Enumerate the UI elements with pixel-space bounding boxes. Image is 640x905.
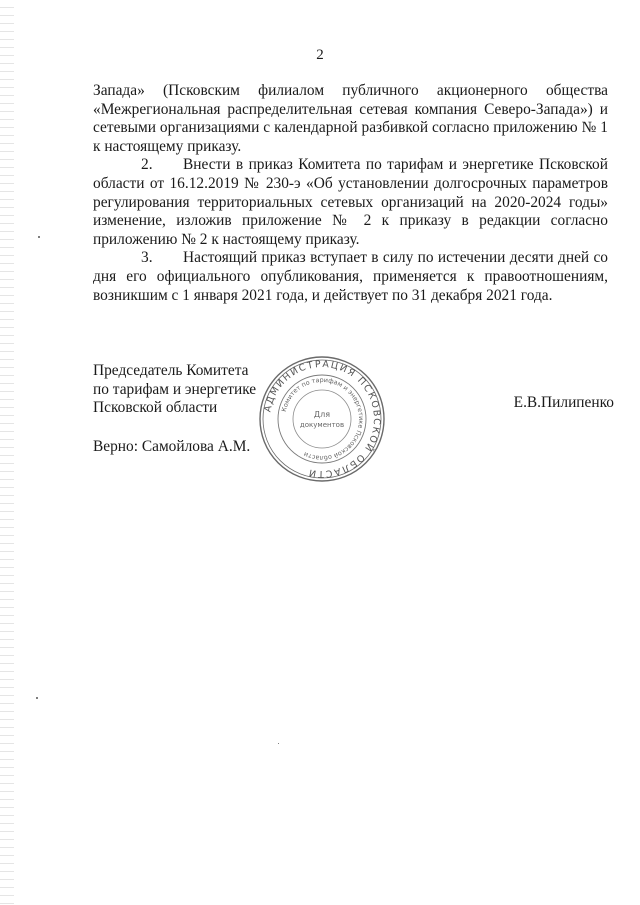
stamp-inner-text: Комитет по тарифам и энергетике Псковской области: [279, 375, 366, 463]
signature-block: [93, 362, 256, 456]
stamp-center-line-1: Для: [313, 410, 331, 419]
verification-note: Верно: Самойлова А.М.: [93, 437, 251, 455]
paragraph-3-text: Настоящий приказ вступает в силу по истечении десяти дней со дня его официального опубликования, применяется к правоотношениям, возникшим с 1 января 2021 года, и действует по 31 декабря 2021 года.: [93, 249, 608, 304]
signature-title-line-2: по тарифам и энергетике: [93, 380, 257, 398]
stamp-center-line-2: документов: [299, 421, 345, 429]
paragraph-2: [93, 156, 608, 249]
page-number: 2: [316, 47, 324, 63]
paragraph-3-number: 3.: [141, 249, 153, 267]
stamp-inner-ring: [293, 390, 351, 448]
paragraph-1-continued: «Межрегиональная распределительная сетевая компания Северо-Запада») и сетевыми организациями с календарной разбивкой согласно приложению № 1 к настоящему приказу.: [93, 100, 608, 155]
scan-speck: [278, 743, 279, 744]
scan-speck: [38, 236, 40, 238]
stamp-outer-ring: [260, 357, 384, 481]
paragraph-2-text: Внести в приказ Комитета по тарифам и энергетике Псковской области от 16.12.2019 № 230-э «Об установлении долгосрочных параметров регулирования территориальных сетевых организаций на 2020-2024 годы» изменение, изложив приложение № 2 к приказу в редакции согласно приложению № 2 к настоящему приказу.: [93, 156, 608, 248]
signer-name: Е.В.Пилипенко: [513, 394, 614, 411]
paragraph-3: [93, 249, 608, 305]
signature-title-line-3: Псковской области: [93, 399, 218, 417]
document-body: [93, 82, 608, 305]
signature-title-line-1: Председатель Комитета: [93, 362, 249, 379]
stamp-outer-text: АДМИНИСТРАЦИЯ ПСКОВСКОЙ ОБЛАСТИ: [262, 358, 383, 480]
paragraph-2-number: 2.: [141, 156, 153, 174]
paragraph-1-line-1: Запада» (Псковским филиалом публичного акционерного общества: [93, 82, 608, 99]
paragraph-1: [93, 82, 608, 101]
scan-speck: [36, 697, 38, 699]
stamp-middle-ring: [278, 375, 366, 463]
official-stamp: [258, 355, 386, 483]
scan-edge-artifact: [0, 0, 14, 905]
